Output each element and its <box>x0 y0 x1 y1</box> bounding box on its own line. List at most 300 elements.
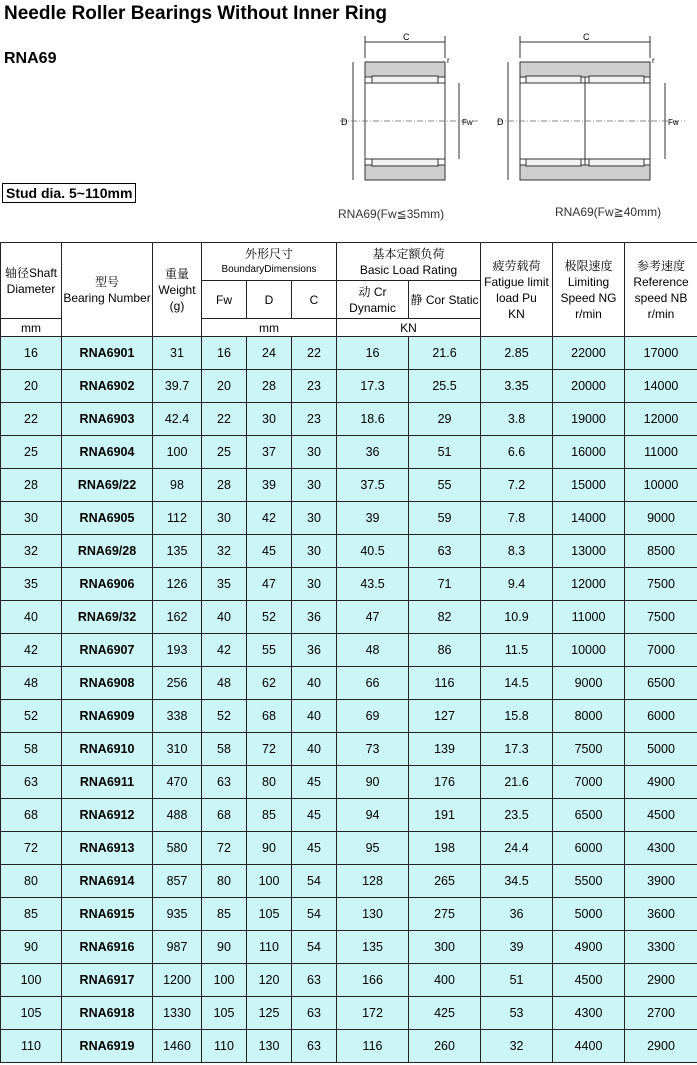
cell-d: 47 <box>247 568 292 601</box>
cell-d: 72 <box>247 733 292 766</box>
cell-cr: 116 <box>337 1030 409 1063</box>
cell-fatigue: 32 <box>481 1030 553 1063</box>
cell-c: 30 <box>292 469 337 502</box>
cell-ref-speed: 4500 <box>625 799 697 832</box>
cell-ref-speed: 14000 <box>625 370 697 403</box>
header-fatigue-unit: KN <box>508 306 525 321</box>
cell-fatigue: 39 <box>481 931 553 964</box>
cell-ref-speed: 8500 <box>625 535 697 568</box>
table-row <box>1 568 697 601</box>
cell-ref-speed: 6500 <box>625 667 697 700</box>
figure-caption-small: RNA69(Fw≦35mm) <box>338 207 445 221</box>
cell-c: 30 <box>292 568 337 601</box>
cell-d: 120 <box>247 964 292 997</box>
cell-limit-speed: 5000 <box>553 898 625 931</box>
cell-cor: 71 <box>409 568 481 601</box>
cell-weight: 31 <box>153 337 202 370</box>
cell-fw: 100 <box>202 964 247 997</box>
table-row <box>1 832 697 865</box>
cell-c: 30 <box>292 535 337 568</box>
cell-cr: 43.5 <box>337 568 409 601</box>
cell-fw: 63 <box>202 766 247 799</box>
header-ref-en: Reference speed NB <box>633 274 689 305</box>
cell-cr: 172 <box>337 997 409 1030</box>
cell-model: RNA6901 <box>62 337 153 370</box>
header-boundary-cn: 外形尺寸 <box>245 246 294 261</box>
header-limit-unit: r/min <box>575 306 602 321</box>
cell-ref-speed: 3300 <box>625 931 697 964</box>
cell-cr: 18.6 <box>337 403 409 436</box>
cell-fw: 48 <box>202 667 247 700</box>
cell-fatigue: 24.4 <box>481 832 553 865</box>
cell-d: 55 <box>247 634 292 667</box>
cell-shaft: 20 <box>1 370 62 403</box>
cell-cor: 300 <box>409 931 481 964</box>
cell-fatigue: 51 <box>481 964 553 997</box>
header-boundary-unit: mm <box>202 319 337 337</box>
dim-fw-label-2: Fw <box>668 118 679 127</box>
cell-fw: 32 <box>202 535 247 568</box>
cell-model: RNA6919 <box>62 1030 153 1063</box>
cell-ref-speed: 2900 <box>625 1030 697 1063</box>
cell-fw: 90 <box>202 931 247 964</box>
header-d: D <box>247 281 292 319</box>
cell-shaft: 80 <box>1 865 62 898</box>
cell-model: RNA6918 <box>62 997 153 1030</box>
table-row <box>1 667 697 700</box>
cell-shaft: 68 <box>1 799 62 832</box>
cell-fw: 22 <box>202 403 247 436</box>
cell-limit-speed: 16000 <box>553 436 625 469</box>
header-model-cn: 型号 <box>94 274 119 289</box>
cell-cr: 47 <box>337 601 409 634</box>
header-fatigue-en: Fatigue limit load Pu <box>484 274 549 305</box>
figure-caption-large: RNA69(Fw≧40mm) <box>555 205 662 219</box>
header-cor: 静 Cor Static <box>409 281 481 319</box>
header-load-unit: KN <box>337 319 481 337</box>
cell-fw: 105 <box>202 997 247 1030</box>
cell-fw: 58 <box>202 733 247 766</box>
cell-limit-speed: 12000 <box>553 568 625 601</box>
cell-limit-speed: 4500 <box>553 964 625 997</box>
cell-fw: 25 <box>202 436 247 469</box>
cell-shaft: 42 <box>1 634 62 667</box>
cell-c: 23 <box>292 370 337 403</box>
cell-c: 63 <box>292 964 337 997</box>
dim-r-label-2: r <box>652 56 655 65</box>
cell-limit-speed: 4400 <box>553 1030 625 1063</box>
cell-cr: 48 <box>337 634 409 667</box>
cell-cor: 265 <box>409 865 481 898</box>
cell-cr: 95 <box>337 832 409 865</box>
cell-cor: 275 <box>409 898 481 931</box>
cell-fatigue: 7.8 <box>481 502 553 535</box>
cell-fatigue: 53 <box>481 997 553 1030</box>
cell-weight: 987 <box>153 931 202 964</box>
cell-cor: 191 <box>409 799 481 832</box>
cell-shaft: 90 <box>1 931 62 964</box>
header-ref-cn: 参考速度 <box>637 258 686 273</box>
cell-ref-speed: 7000 <box>625 634 697 667</box>
cell-shaft: 58 <box>1 733 62 766</box>
cell-ref-speed: 2700 <box>625 997 697 1030</box>
stud-diameter-label: Stud dia. 5~110mm <box>2 183 136 203</box>
cell-cr: 130 <box>337 898 409 931</box>
header-limit-cn: 极限速度 <box>564 258 613 273</box>
cell-limit-speed: 10000 <box>553 634 625 667</box>
cell-cor: 425 <box>409 997 481 1030</box>
cell-model: RNA6902 <box>62 370 153 403</box>
cell-limit-speed: 11000 <box>553 601 625 634</box>
table-row <box>1 601 697 634</box>
cell-model: RNA6907 <box>62 634 153 667</box>
cell-fatigue: 34.5 <box>481 865 553 898</box>
cell-shaft: 25 <box>1 436 62 469</box>
cell-d: 100 <box>247 865 292 898</box>
cell-cr: 166 <box>337 964 409 997</box>
cell-ref-speed: 9000 <box>625 502 697 535</box>
cell-cor: 51 <box>409 436 481 469</box>
cell-cor: 29 <box>409 403 481 436</box>
cell-cr: 36 <box>337 436 409 469</box>
cell-model: RNA6916 <box>62 931 153 964</box>
cell-c: 36 <box>292 601 337 634</box>
cell-fw: 72 <box>202 832 247 865</box>
table-row <box>1 436 697 469</box>
cell-cor: 139 <box>409 733 481 766</box>
cell-c: 22 <box>292 337 337 370</box>
cell-limit-speed: 6000 <box>553 832 625 865</box>
bearing-drawing-small <box>335 28 485 203</box>
cell-cor: 86 <box>409 634 481 667</box>
header-model-en: Bearing Number <box>63 290 151 305</box>
cell-model: RNA6903 <box>62 403 153 436</box>
cell-limit-speed: 8000 <box>553 700 625 733</box>
cell-fw: 52 <box>202 700 247 733</box>
cell-ref-speed: 3600 <box>625 898 697 931</box>
cell-fw: 85 <box>202 898 247 931</box>
cell-cor: 82 <box>409 601 481 634</box>
cell-shaft: 105 <box>1 997 62 1030</box>
cell-fatigue: 9.4 <box>481 568 553 601</box>
cell-d: 28 <box>247 370 292 403</box>
cell-weight: 470 <box>153 766 202 799</box>
page-title: Needle Roller Bearings Without Inner Ring <box>4 3 388 24</box>
header-load <box>337 243 481 281</box>
cell-weight: 580 <box>153 832 202 865</box>
cell-cr: 16 <box>337 337 409 370</box>
cell-cor: 198 <box>409 832 481 865</box>
table-row <box>1 1030 697 1063</box>
cell-c: 30 <box>292 502 337 535</box>
cell-limit-speed: 9000 <box>553 667 625 700</box>
cell-shaft: 48 <box>1 667 62 700</box>
cell-shaft: 35 <box>1 568 62 601</box>
cell-weight: 935 <box>153 898 202 931</box>
cell-ref-speed: 12000 <box>625 403 697 436</box>
header-boundary-en: BoundaryDimensions <box>221 263 317 275</box>
cell-shaft: 40 <box>1 601 62 634</box>
cell-limit-speed: 14000 <box>553 502 625 535</box>
cell-shaft: 28 <box>1 469 62 502</box>
cell-d: 45 <box>247 535 292 568</box>
page-subtitle: RNA69 <box>4 50 57 67</box>
cell-cr: 17.3 <box>337 370 409 403</box>
cell-shaft: 110 <box>1 1030 62 1063</box>
cell-d: 130 <box>247 1030 292 1063</box>
cell-d: 80 <box>247 766 292 799</box>
table-row <box>1 865 697 898</box>
cell-model: RNA6914 <box>62 865 153 898</box>
table-row <box>1 766 697 799</box>
table-row <box>1 733 697 766</box>
cell-weight: 135 <box>153 535 202 568</box>
cell-fw: 16 <box>202 337 247 370</box>
cell-shaft: 30 <box>1 502 62 535</box>
table-row <box>1 997 697 1030</box>
header-fatigue <box>481 243 553 337</box>
cell-cor: 55 <box>409 469 481 502</box>
header-boundary <box>202 243 337 281</box>
cell-limit-speed: 6500 <box>553 799 625 832</box>
cell-model: RNA6912 <box>62 799 153 832</box>
cell-model: RNA6906 <box>62 568 153 601</box>
table-row <box>1 337 697 370</box>
cell-c: 63 <box>292 997 337 1030</box>
cell-fw: 42 <box>202 634 247 667</box>
bearing-drawing-large <box>495 28 690 203</box>
cell-c: 36 <box>292 634 337 667</box>
cell-ref-speed: 17000 <box>625 337 697 370</box>
cell-d: 42 <box>247 502 292 535</box>
dim-d-label: D <box>341 117 348 127</box>
cell-cor: 25.5 <box>409 370 481 403</box>
cell-limit-speed: 4900 <box>553 931 625 964</box>
cell-ref-speed: 11000 <box>625 436 697 469</box>
cell-fw: 110 <box>202 1030 247 1063</box>
header-load-en: Basic Load Rating <box>359 262 458 277</box>
cell-fatigue: 17.3 <box>481 733 553 766</box>
cell-cor: 176 <box>409 766 481 799</box>
cell-shaft: 72 <box>1 832 62 865</box>
table-row <box>1 403 697 436</box>
header-model <box>62 243 153 337</box>
cell-ref-speed: 6000 <box>625 700 697 733</box>
cell-cr: 135 <box>337 931 409 964</box>
cell-cor: 63 <box>409 535 481 568</box>
cell-model: RNA69/22 <box>62 469 153 502</box>
cell-cor: 127 <box>409 700 481 733</box>
cell-c: 40 <box>292 700 337 733</box>
cell-ref-speed: 3900 <box>625 865 697 898</box>
cell-model: RNA6911 <box>62 766 153 799</box>
cell-weight: 1330 <box>153 997 202 1030</box>
header-cr: 动 Cr Dynamic <box>337 281 409 319</box>
cell-fw: 40 <box>202 601 247 634</box>
header-load-cn: 基本定额负荷 <box>372 246 445 261</box>
cell-cr: 40.5 <box>337 535 409 568</box>
cell-d: 105 <box>247 898 292 931</box>
cell-ref-speed: 7500 <box>625 568 697 601</box>
cell-shaft: 85 <box>1 898 62 931</box>
cell-c: 54 <box>292 865 337 898</box>
header-c: C <box>292 281 337 319</box>
cell-d: 90 <box>247 832 292 865</box>
dim-d-label-2: D <box>497 117 504 127</box>
cell-c: 40 <box>292 667 337 700</box>
cell-weight: 126 <box>153 568 202 601</box>
header-limit-en: Limiting Speed NG <box>560 274 617 305</box>
cell-limit-speed: 22000 <box>553 337 625 370</box>
cell-d: 39 <box>247 469 292 502</box>
cell-shaft: 16 <box>1 337 62 370</box>
cell-weight: 857 <box>153 865 202 898</box>
cell-weight: 39.7 <box>153 370 202 403</box>
cell-fatigue: 6.6 <box>481 436 553 469</box>
cell-limit-speed: 19000 <box>553 403 625 436</box>
cell-model: RNA6915 <box>62 898 153 931</box>
cell-c: 45 <box>292 766 337 799</box>
cell-cor: 21.6 <box>409 337 481 370</box>
cell-shaft: 32 <box>1 535 62 568</box>
cell-model: RNA6910 <box>62 733 153 766</box>
table-row <box>1 370 697 403</box>
cell-shaft: 52 <box>1 700 62 733</box>
cell-model: RNA69/32 <box>62 601 153 634</box>
table-row <box>1 469 697 502</box>
cell-cor: 59 <box>409 502 481 535</box>
cell-c: 23 <box>292 403 337 436</box>
header-shaft: 轴径Shaft Diameter <box>1 243 62 319</box>
cell-cr: 73 <box>337 733 409 766</box>
dim-fw-label: Fw <box>462 118 473 127</box>
cell-fw: 30 <box>202 502 247 535</box>
header-fw: Fw <box>202 281 247 319</box>
table-row <box>1 502 697 535</box>
cell-fw: 35 <box>202 568 247 601</box>
cell-cr: 39 <box>337 502 409 535</box>
cell-model: RNA6913 <box>62 832 153 865</box>
cell-fw: 28 <box>202 469 247 502</box>
cell-shaft: 63 <box>1 766 62 799</box>
header-limit-speed <box>553 243 625 337</box>
dim-c-label-2: C <box>583 32 590 42</box>
cell-ref-speed: 5000 <box>625 733 697 766</box>
cell-d: 52 <box>247 601 292 634</box>
dim-r-label: r <box>447 56 450 65</box>
cell-cor: 116 <box>409 667 481 700</box>
header-weight <box>153 243 202 337</box>
cell-fatigue: 23.5 <box>481 799 553 832</box>
cell-weight: 112 <box>153 502 202 535</box>
cell-c: 45 <box>292 799 337 832</box>
cell-ref-speed: 4300 <box>625 832 697 865</box>
cell-limit-speed: 15000 <box>553 469 625 502</box>
cell-fatigue: 36 <box>481 898 553 931</box>
cell-cr: 69 <box>337 700 409 733</box>
spec-table <box>0 242 697 1063</box>
cell-cr: 66 <box>337 667 409 700</box>
cell-model: RNA6905 <box>62 502 153 535</box>
cell-weight: 1460 <box>153 1030 202 1063</box>
header-weight-cn: 重量 <box>164 266 189 281</box>
cell-cr: 37.5 <box>337 469 409 502</box>
cell-fatigue: 15.8 <box>481 700 553 733</box>
header-ref-unit: r/min <box>647 306 675 321</box>
cell-limit-speed: 7500 <box>553 733 625 766</box>
cell-limit-speed: 7000 <box>553 766 625 799</box>
cell-weight: 100 <box>153 436 202 469</box>
table-row <box>1 931 697 964</box>
cell-fatigue: 14.5 <box>481 667 553 700</box>
header-ref-speed <box>625 243 697 337</box>
cell-model: RNA6909 <box>62 700 153 733</box>
cell-fatigue: 2.85 <box>481 337 553 370</box>
cell-limit-speed: 13000 <box>553 535 625 568</box>
cell-fatigue: 11.5 <box>481 634 553 667</box>
table-row <box>1 700 697 733</box>
cell-fw: 68 <box>202 799 247 832</box>
cell-ref-speed: 4900 <box>625 766 697 799</box>
table-row <box>1 535 697 568</box>
cell-fatigue: 10.9 <box>481 601 553 634</box>
cell-ref-speed: 7500 <box>625 601 697 634</box>
cell-weight: 256 <box>153 667 202 700</box>
cell-c: 30 <box>292 436 337 469</box>
cell-model: RNA69/28 <box>62 535 153 568</box>
cell-fatigue: 3.35 <box>481 370 553 403</box>
cell-ref-speed: 2900 <box>625 964 697 997</box>
spec-table-body <box>1 337 697 1063</box>
cell-weight: 98 <box>153 469 202 502</box>
cell-d: 24 <box>247 337 292 370</box>
table-row <box>1 634 697 667</box>
cell-shaft: 22 <box>1 403 62 436</box>
cell-limit-speed: 20000 <box>553 370 625 403</box>
cell-cor: 260 <box>409 1030 481 1063</box>
cell-model: RNA6917 <box>62 964 153 997</box>
cell-fatigue: 8.3 <box>481 535 553 568</box>
table-row <box>1 964 697 997</box>
cell-d: 85 <box>247 799 292 832</box>
cell-fw: 20 <box>202 370 247 403</box>
cell-c: 54 <box>292 898 337 931</box>
cell-c: 63 <box>292 1030 337 1063</box>
cell-d: 37 <box>247 436 292 469</box>
cell-fatigue: 7.2 <box>481 469 553 502</box>
table-row <box>1 799 697 832</box>
cell-ref-speed: 10000 <box>625 469 697 502</box>
table-row <box>1 898 697 931</box>
cell-fatigue: 21.6 <box>481 766 553 799</box>
cell-limit-speed: 4300 <box>553 997 625 1030</box>
header-fatigue-cn: 疲劳载荷 <box>492 258 541 273</box>
cell-weight: 162 <box>153 601 202 634</box>
cell-weight: 42.4 <box>153 403 202 436</box>
cell-cr: 90 <box>337 766 409 799</box>
cell-d: 68 <box>247 700 292 733</box>
cell-cor: 400 <box>409 964 481 997</box>
cell-c: 45 <box>292 832 337 865</box>
cell-d: 30 <box>247 403 292 436</box>
cell-d: 62 <box>247 667 292 700</box>
cell-c: 54 <box>292 931 337 964</box>
cell-weight: 338 <box>153 700 202 733</box>
cell-model: RNA6908 <box>62 667 153 700</box>
cell-fatigue: 3.8 <box>481 403 553 436</box>
cell-fw: 80 <box>202 865 247 898</box>
cell-weight: 1200 <box>153 964 202 997</box>
